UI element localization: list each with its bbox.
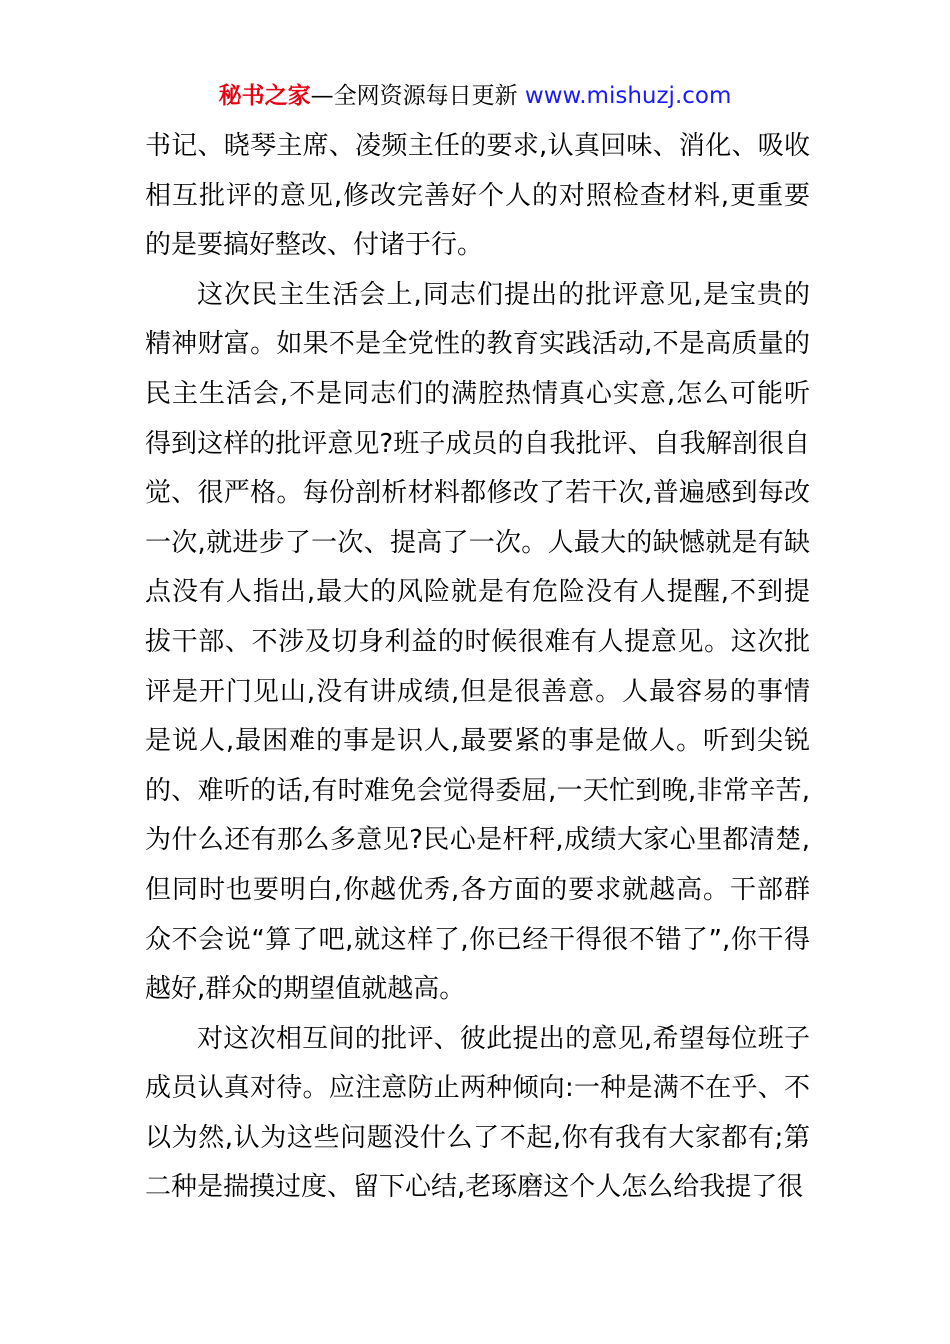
paragraph-criticism-value: 这次民主生活会上,同志们提出的批评意见,是宝贵的精神财富。如果不是全党性的教育实践活动,不是高质量的民主生活会,不是同志们的满腔热情真心实意,怎么可能听得到这样的批评意见?班子成员的自我批评、自我解剖很自觉、很严格。每份剖析材料都修改了若干次,普遍感到每改一次,就进步了一次、提高了一次。人最大的缺憾就是有缺点没有人指出,最大的风险就是有危险没有人提醒,不到提拔干部、不涉及切身利益的时候很难有人提意见。这次批评是开门见山,没有讲成绩,但是很善意。人最容易的事情是说人,最困难的事是识人,最要紧的事是做人。听到尖锐的、难听的话,有时难免会觉得委屈,一天忙到晚,非常辛苦,为什么还有那么多意见?民心是杆秤,成绩大家心里都清楚,但同时也要明白,你越优秀,各方面的要求就越高。干部群众不会说“算了吧,就这样了,你已经干得很不错了”,你干得越好,群众的期望值就越高。 (145, 279, 810, 1005)
header-tagline: —全网资源每日更新 (310, 83, 518, 109)
page-header (0, 80, 950, 112)
brand-name: 秘书之家 (218, 83, 311, 109)
paragraph-continuation: 书记、晓琴主席、凌频主任的要求,认真回味、消化、吸收相互批评的意见,修改完善好个人的对照检查材料,更重要的是要搞好整改、付诸于行。 (145, 131, 810, 261)
paragraph-two-tendencies: 对这次相互间的批评、彼此提出的意见,希望每位班子成员认真对待。应注意防止两种倾向:一种是满不在乎、不以为然,认为这些问题没什么了不起,你有我有大家都有;第二种是揣摸过度、留下心结,老琢磨这个人怎么给我提了很 (145, 1023, 810, 1203)
document-body (145, 122, 810, 1213)
site-url-link[interactable]: www.mishuzj.com (524, 83, 732, 109)
